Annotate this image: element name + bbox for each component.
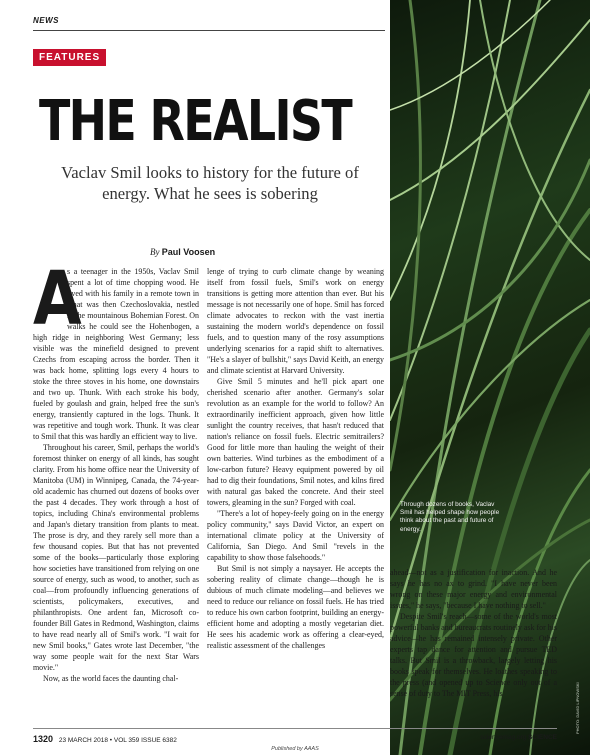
body-paragraph: Despite Smil's reach—some of the world's most powerful banks and bureaucrats routinely ask for his advice—he has remained intensely private. Other experts tap dance for attention and pursue TED talks. But Smil is a throwback, largely letting his books speak for themselves. He loathes speaking to the press (and opened up to Science only out of a sense of duty to The MIT Press, his [390,612,557,698]
features-badge: FEATURES [33,49,106,66]
journal-name: SCIENCE [528,734,557,741]
byline-author: Paul Voosen [161,247,216,257]
top-rule [33,30,385,31]
body-paragraph: Give Smil 5 minutes and he'll pick apart one cherished scenario after another. Germany's solar revolution as an example for the world to follow? An extraordinarily inefficient approach, given how little sunlight the country receives, that hasn't reduced that nation's reliance on fossil fuels. Electric semitrailers? Good for little more than hauling the weight of their own batteries. Wind turbines as the embodiment of a low-carbon future? Heavy equipment powered by oil had to dig their foundations, Smil notes, and kilns fired with natural gas baked the concrete. And their steel towers, gleaming in the sun? Forged with coal. [207,377,384,507]
photo-caption: Through dozens of books, Vaclav Smil has helped shape how people think about the past and future of energy. [400,501,500,533]
body-column-2 [207,266,384,651]
publisher-line: Published by AAAS [271,746,319,752]
body-paragraph: A s a teenager in the 1950s, Vaclav Smil spent a lot of time chopping wood. He lived with his family in a remote town in what was then Czechoslovakia, nestled in the mountainous Bohemian Forest. On walks he could see the Hohenbogen, a high ridge in neighboring West Germany; less visible was the minefield designed to prevent Czechs from escaping across the border. Then it was back home, splitting logs every 4 hours to stoke the three stoves in his home, one downstairs and two up. Thunk. With each stroke his body, fueled by goulash and grain, helped free the sun's energy, transiently captured in the logs. Thunk. It was repetitive and tough work. Thunk. It was clear to Smil that this was hardly an efficient way to live. [33,256,199,441]
drop-cap: A [33,256,82,342]
body-column-3 [390,567,557,699]
site-url: sciencemag.org [480,734,527,741]
body-paragraph: Throughout his career, Smil, perhaps the world's foremost thinker on energy of all kinds, has sought clarity. From his home office near the University of Manitoba (UM) in Winnipeg, Canada, the 74-year-old academic has churned out dozens of books over the past 4 decades. They work through a host of topics, including China's environmental problems and Japan's dietary transition from plants to meat. The prose is dry, and they rarely sell more than a few thousand copies. But that has not prevented some of the books—particularly those exploring how societies have transitioned from relying on one source of energy, such as wood, to another, such as coal—from profoundly influencing generations of scientists, policymakers, executives, and philanthropists. One ardent fan, Microsoft co-founder Bill Gates in Redmond, Washington, claims to have read nearly all of Smil's work. "I wait for new Smil books," Gates wrote last December, "the way some people wait for the next Star Wars movie." [33,443,199,672]
body-paragraph: But Smil is not simply a naysayer. He accepts the sobering reality of climate change—though he is dubious of much climate modeling—and believes we need to reduce our reliance on fossil fuels. He has tried to reduce his own carbon footprint, building an energy-efficient home and adopting a mostly vegetarian diet. He sees his academic work as offering a clear-eyed, realistic assessment of the challenges [207,564,384,650]
footer-rule [33,728,557,729]
journal-footer [480,734,557,741]
byline [150,247,215,257]
page-number: 1320 [33,734,54,744]
dek: Vaclav Smil looks to history for the future of energy. What he sees is sobering [61,163,359,203]
issue-info: 23 MARCH 2018 • VOL 359 ISSUE 6382 [58,737,177,744]
headline: THE REALIST [38,89,352,154]
photo-credit: PHOTO: DAVID LIPNOWSKI [575,682,580,734]
folio [33,734,177,744]
body-paragraph: Now, as the world faces the daunting chal- [43,674,179,683]
section-label: NEWS [33,16,59,25]
body-paragraph: lenge of trying to curb climate change by weaning itself from fossil fuels, Smil's work on energy transitions is getting more attention than ever. But his message is not necessarily one of hope. Smil has forced climate advocates to reckon with the vast inertia sustaining the modern world's dependence on fossil fuels, and to question many of the rosy assumptions underlying scenarios for a rapid shift to alternatives. "He's a slayer of bullshit," says David Keith, an energy and climate scientist at Harvard University. [207,267,384,375]
body-paragraph: ahead—not as a justification for inaction. And he says he has no ax to grind. "I have never been wrong on these major energy and environmental issues," he says, "because I have nothing to sell." [390,568,557,610]
body-column-1 [33,256,199,684]
body-paragraph: "There's a lot of hopey-feely going on in the energy policy community," says David Victor, an expert on international climate policy at the University of California, San Diego. And Smil "revels in the capability to show those falsehoods." [207,509,384,562]
byline-prefix: By [150,247,160,257]
